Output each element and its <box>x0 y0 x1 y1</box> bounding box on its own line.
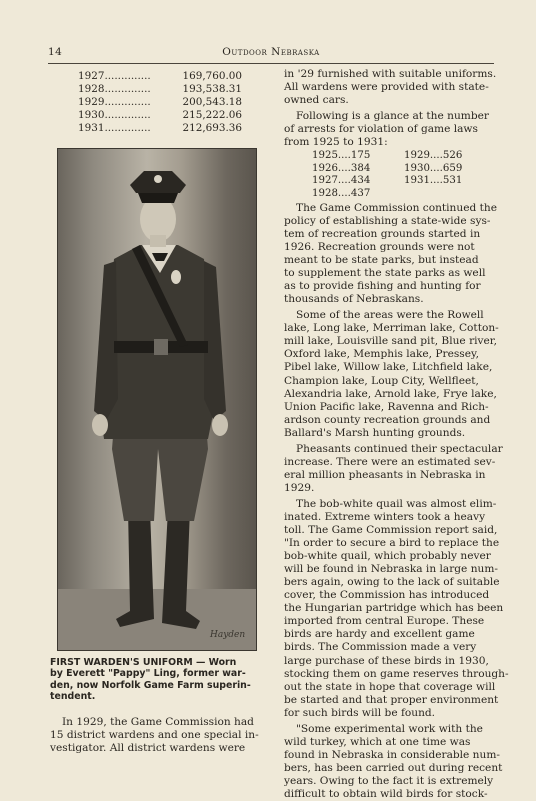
fund-amount: 212,693.36 <box>182 122 242 135</box>
journal-title: Outdoor Nebraska <box>222 46 320 58</box>
arrests-table <box>312 150 496 200</box>
running-head <box>48 46 494 60</box>
header-rule <box>48 63 494 64</box>
fund-year: 1927.............. <box>78 70 151 82</box>
arrest-entry: 1931....531 <box>404 175 463 187</box>
fund-table <box>78 70 272 135</box>
fund-amount: 193,538.31 <box>182 83 242 96</box>
fund-year: 1931.............. <box>78 122 151 135</box>
text-line: out the state in hope that coverage will <box>284 680 496 693</box>
arrest-entry: 1929....526 <box>404 150 463 162</box>
arrest-entry <box>404 188 484 200</box>
arrest-entry: 1930....659 <box>404 162 463 174</box>
photographer-signature <box>58 149 256 650</box>
text-line: 15 district wardens and one special in- <box>50 729 259 742</box>
svg-text:Hayden: Hayden <box>210 630 246 640</box>
text-line: Following is a glance at the number <box>296 110 489 123</box>
caption-line: FIRST WARDEN'S UNIFORM — Worn <box>50 657 237 668</box>
caption-line: by Everett "Pappy" Ling, former war- <box>50 668 246 680</box>
left-body-text <box>50 716 270 755</box>
text-line: increase. There were an estimated sev- <box>284 455 496 468</box>
table-row <box>78 122 242 135</box>
text-line: difficult to obtain wild birds for stock- <box>284 787 488 800</box>
text-line: bers again, owing to the lack of suitable <box>284 576 500 589</box>
text-line: The bob-white quail was almost elim- <box>296 497 497 510</box>
caption-line: tendent. <box>50 691 96 703</box>
text-line: Some of the areas were the Rowell <box>296 309 484 322</box>
text-line: of arrests for violation of game laws <box>284 123 478 136</box>
text-line: bers, has been carried out during recent <box>284 761 503 774</box>
text-line: Union Pacific lake, Ravenna and Rich- <box>284 400 489 413</box>
text-line: wild turkey, which at one time was <box>284 735 471 748</box>
text-line: thousands of Nebraskans. <box>284 293 424 306</box>
text-line: lake, Long lake, Merriman lake, Cotton- <box>284 322 499 335</box>
table-row <box>78 96 242 109</box>
text-line: Pibel lake, Willow lake, Litchfield lake, <box>284 361 493 374</box>
text-line: meant to be state parks, but instead <box>284 254 479 267</box>
text-line: Oxford lake, Memphis lake, Pressey, <box>284 348 479 361</box>
text-line: ardson county recreation grounds and <box>284 413 491 426</box>
fund-amount: 200,543.18 <box>182 96 242 109</box>
text-line: bob-white quail, which probably never <box>284 550 491 563</box>
left-column <box>50 68 272 135</box>
text-line: Ballard's Marsh hunting grounds. <box>284 426 466 439</box>
text-line: In 1929, the Game Commission had <box>62 716 254 728</box>
text-line: vestigator. All district wardens were <box>50 742 246 755</box>
fund-year: 1930.............. <box>78 109 151 122</box>
text-line: birds. The Commission made a very <box>284 641 477 654</box>
fund-amount: 169,760.00 <box>182 70 242 82</box>
table-row <box>78 83 242 96</box>
text-line: All wardens were provided with state- <box>284 81 489 94</box>
text-line: for such birds will be found. <box>284 706 436 719</box>
text-line: stocking them on game reserves through- <box>284 667 509 680</box>
text-line: large purchase of these birds in 1930, <box>284 654 489 667</box>
text-line: found in Nebraska in considerable num- <box>284 748 500 761</box>
text-line: Pheasants continued their spectacular <box>296 442 503 455</box>
fund-year: 1928.............. <box>78 83 151 96</box>
arrest-entry: 1926....384 <box>312 162 371 174</box>
text-line: be started and that proper environment <box>284 693 499 706</box>
text-line: The Game Commission continued the <box>296 201 497 214</box>
text-line: birds are hardy and excellent game <box>284 628 475 641</box>
text-line: in '29 furnished with suitable uniforms. <box>284 68 497 80</box>
arrest-entry: 1927....434 <box>312 175 371 187</box>
warden-photograph <box>57 148 257 651</box>
fund-year: 1929.............. <box>78 96 151 109</box>
right-column <box>284 68 509 801</box>
text-line: Alexandria lake, Arnold lake, Frye lake, <box>284 387 497 400</box>
text-line: will be found in Nebraska in large num- <box>284 563 498 576</box>
text-line: "Some experimental work with the <box>296 722 483 735</box>
page-number: 14 <box>48 46 63 58</box>
text-line: cover, the Commission has introduced <box>284 589 490 602</box>
text-line: owned cars. <box>284 94 349 107</box>
caption-line: den, now Norfolk Game Farm superin- <box>50 679 251 691</box>
arrest-entry: 1928....437 <box>312 187 371 199</box>
arrest-entry: 1925....175 <box>312 150 371 162</box>
text-line: from 1925 to 1931: <box>284 136 388 149</box>
text-line: the Hungarian partridge which has been <box>284 602 504 615</box>
text-line: years. Owing to the fact it is extremely <box>284 774 494 787</box>
table-row <box>78 109 242 122</box>
fund-amount: 215,222.06 <box>182 109 242 122</box>
text-line: Champion lake, Loup City, Wellfleet, <box>284 374 479 387</box>
text-line: 1926. Recreation grounds were not <box>284 241 475 254</box>
text-line: toll. The Game Commission report said, <box>284 524 498 537</box>
photo-caption <box>50 657 268 703</box>
text-line: 1929. <box>284 481 315 494</box>
text-line: policy of establishing a state-wide sys- <box>284 214 491 227</box>
text-line: inated. Extreme winters took a heavy <box>284 510 486 523</box>
text-line: to supplement the state parks as well <box>284 267 486 280</box>
text-line: imported from central Europe. These <box>284 615 485 628</box>
text-line: "In order to secure a bird to replace the <box>284 537 500 550</box>
text-line: eral million pheasants in Nebraska in <box>284 468 486 481</box>
text-line: mill lake, Louisville sand pit, Blue river, <box>284 335 498 348</box>
table-row <box>78 70 242 83</box>
text-line: as to provide fishing and hunting for <box>284 280 481 293</box>
text-line: tem of recreation grounds started in <box>284 228 481 240</box>
